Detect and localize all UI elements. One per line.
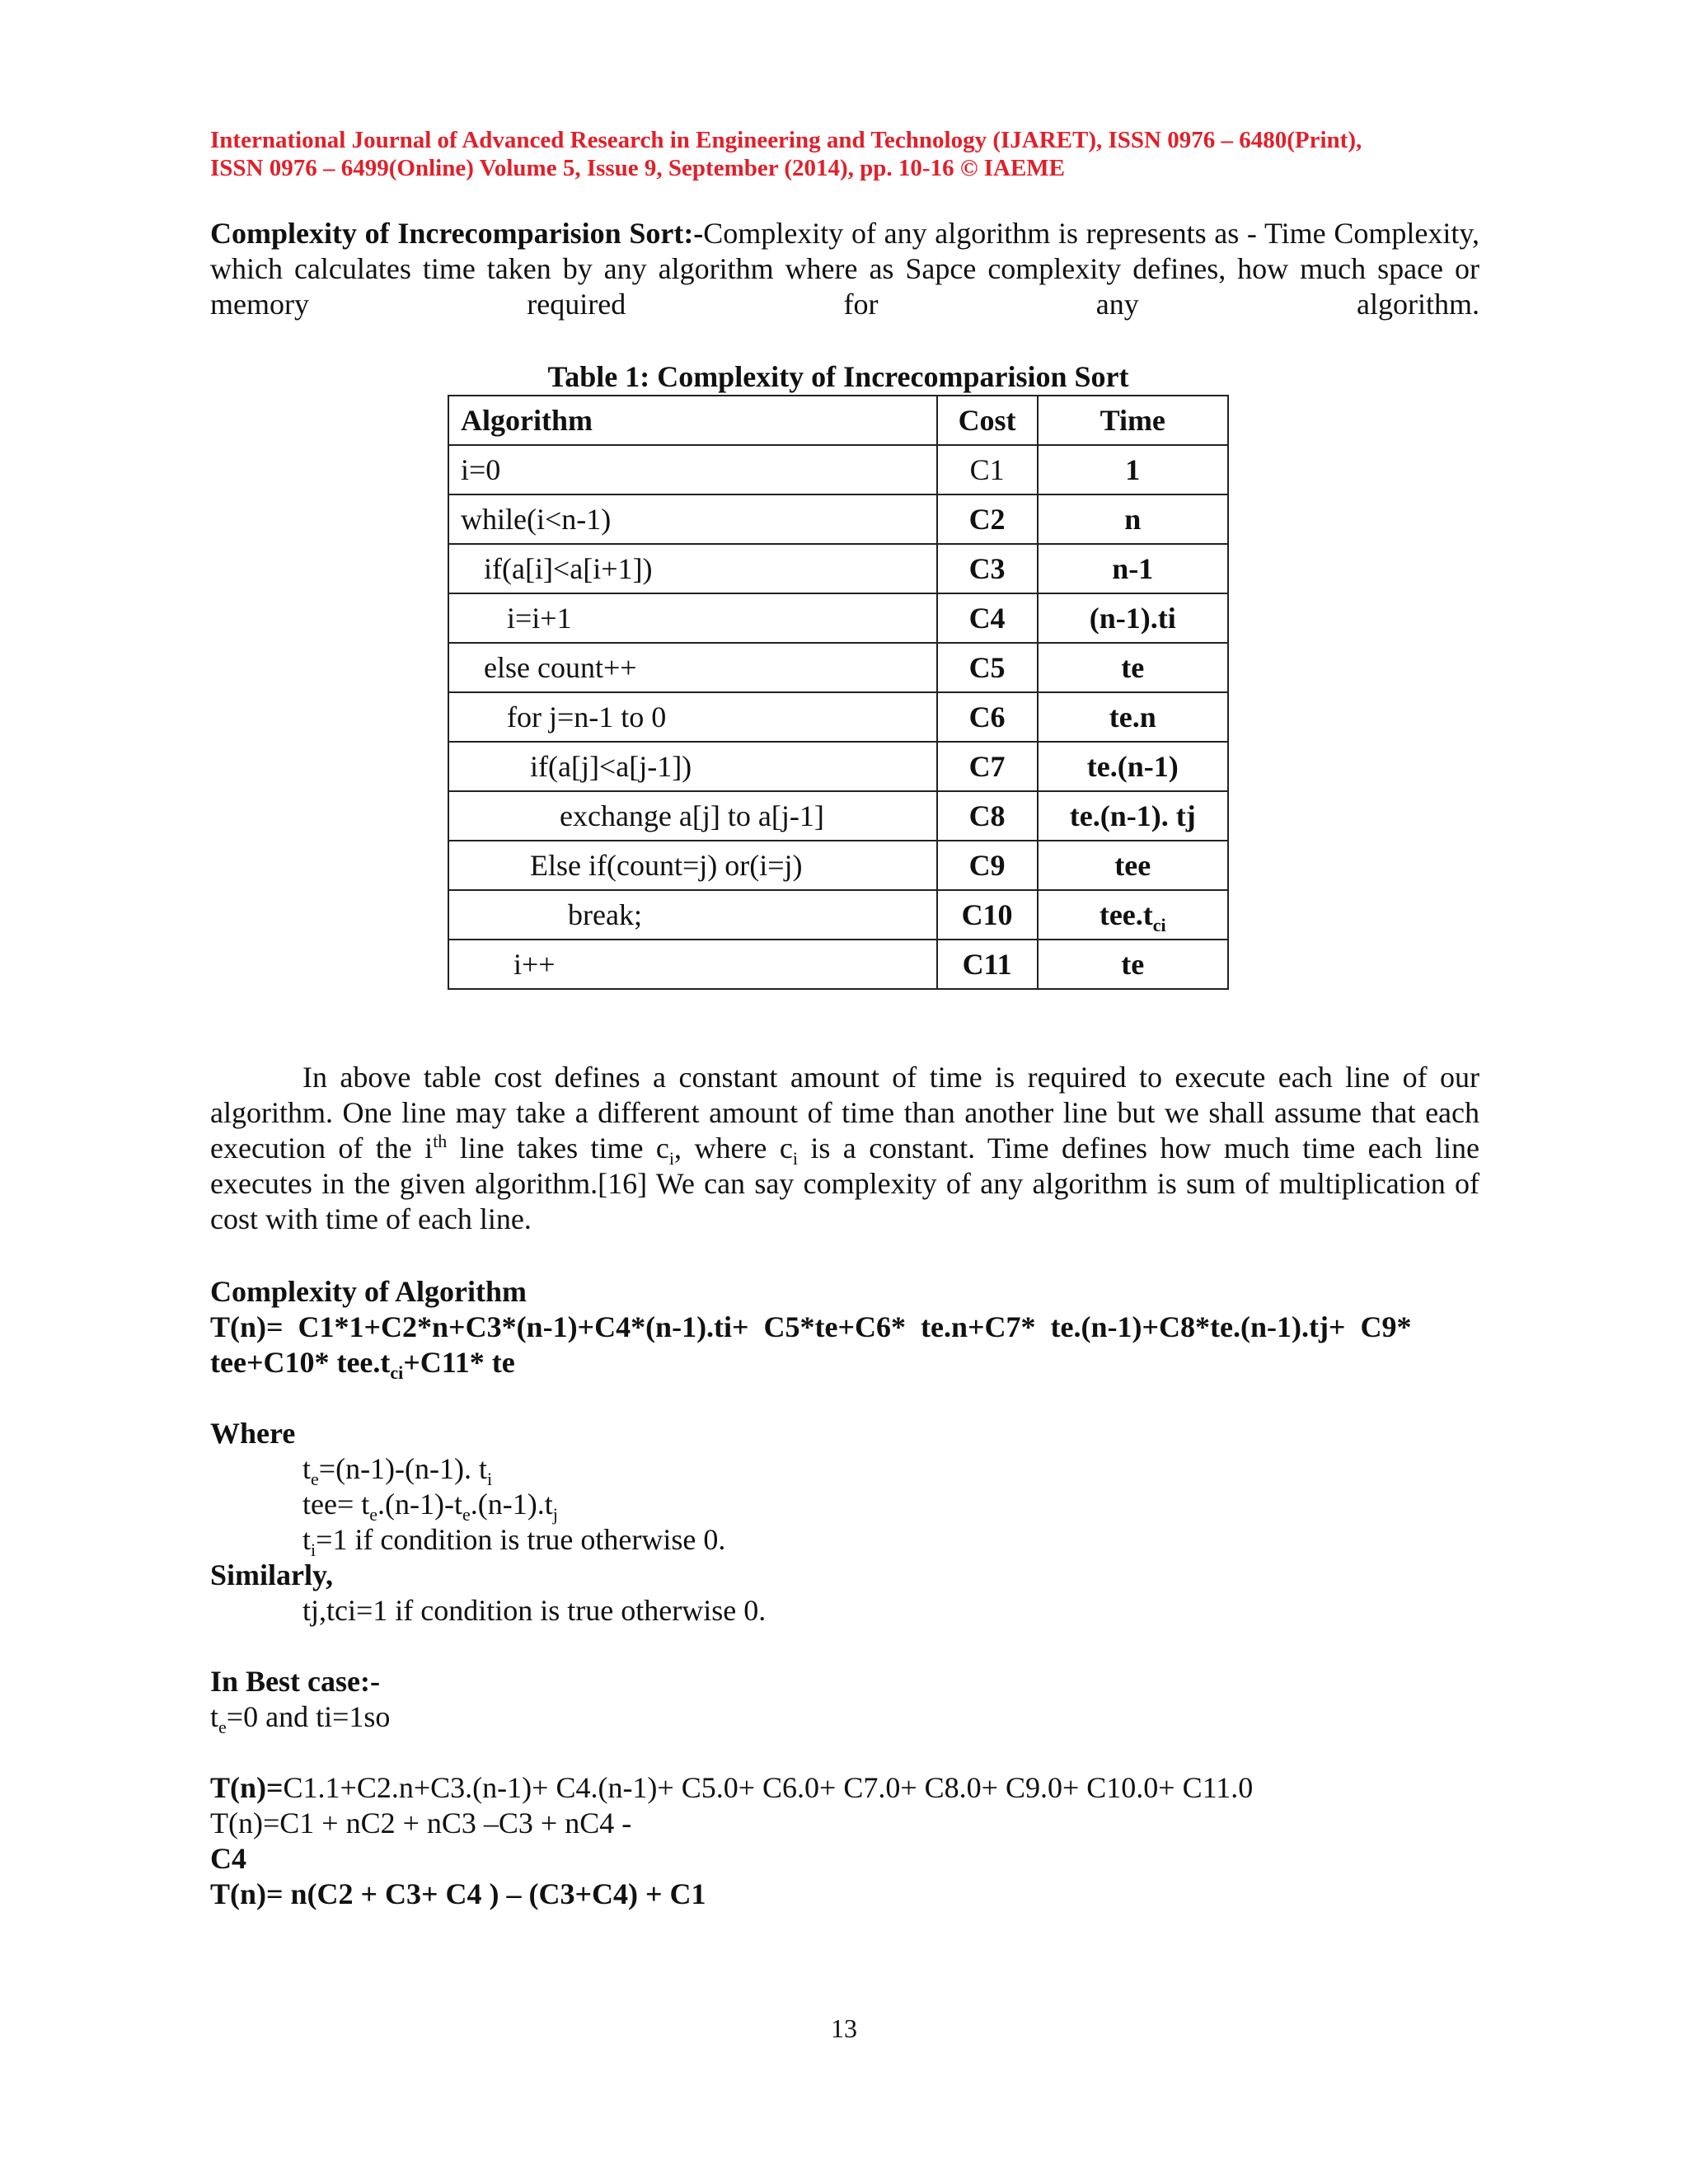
table-row <box>448 940 1228 989</box>
complexity-formula-line-2 <box>210 1345 515 1384</box>
best-case-formula-3: C4 <box>210 1842 246 1875</box>
algorithm-cell <box>448 544 937 593</box>
where-l3-a: t <box>302 1523 312 1556</box>
explanation-text-4: is a constant. Time defines how much time each line executes in the given algorithm.[16] We can say complexity of any algorithm is sum of multiplication of cost with time of each line. <box>210 1132 1480 1235</box>
algorithm-text: while(i<n-1) <box>461 503 612 536</box>
cost-cell: C11 <box>937 940 1038 989</box>
where-l3-sub1: i <box>311 1540 316 1561</box>
explanation-sub-1: i <box>668 1148 675 1169</box>
table-row <box>448 445 1228 494</box>
cost-cell: C5 <box>937 643 1038 692</box>
table-row <box>448 544 1228 593</box>
formula2-subscript: ci <box>390 1362 404 1384</box>
complexity-table <box>448 395 1229 990</box>
where-l1-sub1: e <box>311 1469 319 1490</box>
best-case-formula-2: T(n)=C1 + nC2 + nC3 –C3 + nC4 - <box>210 1807 632 1840</box>
table-row <box>448 494 1228 544</box>
algorithm-cell <box>448 841 937 890</box>
explanation-text-2: line takes time c <box>447 1132 669 1165</box>
time-cell: n-1 <box>1038 544 1228 593</box>
algorithm-text: for j=n-1 to 0 <box>507 701 667 733</box>
where-l2-sub3: j <box>552 1504 558 1526</box>
best-case-line-1 <box>210 1699 391 1738</box>
time-cell: tee <box>1038 841 1228 890</box>
cost-cell: C10 <box>937 890 1038 940</box>
table-row <box>448 791 1228 841</box>
time-cell: te.(n-1) <box>1038 742 1228 791</box>
where-line-2 <box>302 1487 558 1526</box>
cost-cell: C6 <box>937 692 1038 742</box>
where-heading: Where <box>210 1417 296 1450</box>
time-cell: te <box>1038 940 1228 989</box>
algorithm-text: exchange a[j] to a[j-1] <box>560 799 824 832</box>
cost-cell: C2 <box>937 494 1038 544</box>
explanation-text-3: , where c <box>674 1132 793 1165</box>
algorithm-cell <box>448 940 937 989</box>
explanation-paragraph <box>210 1060 1479 1237</box>
algorithm-text: i++ <box>513 948 556 981</box>
best-l1-a: t <box>210 1700 219 1733</box>
algorithm-text: else count++ <box>484 651 637 684</box>
algorithm-cell <box>448 494 937 544</box>
table-row <box>448 890 1228 940</box>
time-subscript: ci <box>1152 915 1166 936</box>
formula2-text-a: tee+C10* tee.t <box>210 1346 391 1379</box>
algorithm-cell <box>448 742 937 791</box>
algorithm-text: i=0 <box>461 453 501 486</box>
page-number: 13 <box>831 2013 857 2043</box>
formula2-text-b: +C11* te <box>403 1346 515 1379</box>
algorithm-cell <box>448 890 937 940</box>
time-cell: te.n <box>1038 692 1228 742</box>
time-cell: te.(n-1). tj <box>1038 791 1228 841</box>
header-cost: Cost <box>937 396 1038 445</box>
explanation-sup: th <box>433 1131 448 1151</box>
journal-header <box>210 126 1479 182</box>
cost-cell: C7 <box>937 742 1038 791</box>
algorithm-cell <box>448 445 937 494</box>
table-caption: Table 1: Complexity of Increcomparision Sort <box>547 360 1129 393</box>
best-f1-rest: C1.1+C2.n+C3.(n-1)+ C4.(n-1)+ C5.0+ C6.0+ C7.0+ C8.0+ C9.0+ C10.0+ C11.0 <box>283 1771 1254 1804</box>
explanation-sub-2: i <box>792 1148 798 1169</box>
where-line-3 <box>302 1522 726 1561</box>
table-row <box>448 593 1228 643</box>
where-l2-b: .(n-1)-t <box>377 1488 462 1521</box>
header-algorithm: Algorithm <box>448 396 937 445</box>
best-case-heading: In Best case:- <box>210 1665 380 1698</box>
best-case-formula-1 <box>210 1770 1253 1806</box>
table-header-row <box>448 396 1228 445</box>
where-line-1 <box>302 1451 493 1490</box>
cost-cell: C4 <box>937 593 1038 643</box>
best-f1-bold: T(n)= <box>210 1771 284 1804</box>
best-l1-sub: e <box>218 1717 227 1738</box>
algorithm-text: if(a[i]<a[i+1]) <box>484 552 653 585</box>
where-l1-b: =(n-1)-(n-1). t <box>318 1452 488 1485</box>
algorithm-cell <box>448 643 937 692</box>
cost-cell: C9 <box>937 841 1038 890</box>
where-l2-c: .(n-1).t <box>470 1488 553 1521</box>
algorithm-text: if(a[j]<a[j-1]) <box>530 750 692 783</box>
header-time: Time <box>1038 396 1228 445</box>
algorithm-cell <box>448 692 937 742</box>
cost-cell: C1 <box>937 445 1038 494</box>
where-l3-b: =1 if condition is true otherwise 0. <box>316 1523 726 1556</box>
where-l1-sub2: i <box>487 1469 493 1490</box>
where-l2-sub1: e <box>369 1504 378 1526</box>
cost-cell: C8 <box>937 791 1038 841</box>
intro-text: Complexity of any algorithm is represents as - Time Complexity, which calculates time taken by any algorithm where as Sapce complexity defines, how much space or memory required for any algorithm. <box>210 217 1480 321</box>
complexity-heading: Complexity of Algorithm <box>210 1275 527 1308</box>
table-row <box>448 692 1228 742</box>
best-l1-b: =0 and ti=1so <box>226 1700 391 1733</box>
explanation-text-1: In above table cost defines a constant amount of time is required to execute each line of our algorithm. One line may take a different amount of time than another line but we shall assume that each execution of the i <box>210 1061 1479 1165</box>
best-case-formula-4: T(n)= n(C2 + C3+ C4 ) – (C3+C4) + C1 <box>210 1877 706 1910</box>
header-line-1: International Journal of Advanced Research in Engineering and Technology (IJARET), ISSN 0976 – 6480(Print), <box>210 127 1362 153</box>
header-line-2: ISSN 0976 – 6499(Online) Volume 5, Issue 9, September (2014), pp. 10-16 © IAEME <box>210 155 1066 181</box>
similarly-line: tj,tci=1 if condition is true otherwise 0. <box>302 1594 767 1627</box>
where-l2-sub2: e <box>462 1504 471 1526</box>
time-text: tee.t <box>1099 898 1153 931</box>
algorithm-text: i=i+1 <box>507 602 572 635</box>
cost-cell: C3 <box>937 544 1038 593</box>
time-cell <box>1038 890 1228 940</box>
where-l1-a: t <box>302 1452 312 1485</box>
table-row <box>448 643 1228 692</box>
time-cell: te <box>1038 643 1228 692</box>
similarly-heading: Similarly, <box>210 1558 334 1591</box>
where-l2-a: tee= t <box>302 1488 370 1521</box>
time-cell: (n-1).ti <box>1038 593 1228 643</box>
complexity-formula-line-1: T(n)= C1*1+C2*n+C3*(n-1)+C4*(n-1).ti+ C5*te+C6* te.n+C7* te.(n-1)+C8*te.(n-1).tj+ C9* <box>210 1310 1412 1343</box>
intro-heading: Complexity of Increcomparision Sort:- <box>210 217 704 250</box>
time-cell: 1 <box>1038 445 1228 494</box>
algorithm-text: break; <box>568 898 642 931</box>
algorithm-cell <box>448 791 937 841</box>
table-row <box>448 841 1228 890</box>
table-row <box>448 742 1228 791</box>
intro-paragraph <box>210 216 1479 358</box>
algorithm-text: Else if(count=j) or(i=j) <box>530 849 803 882</box>
time-cell: n <box>1038 494 1228 544</box>
algorithm-cell <box>448 593 937 643</box>
